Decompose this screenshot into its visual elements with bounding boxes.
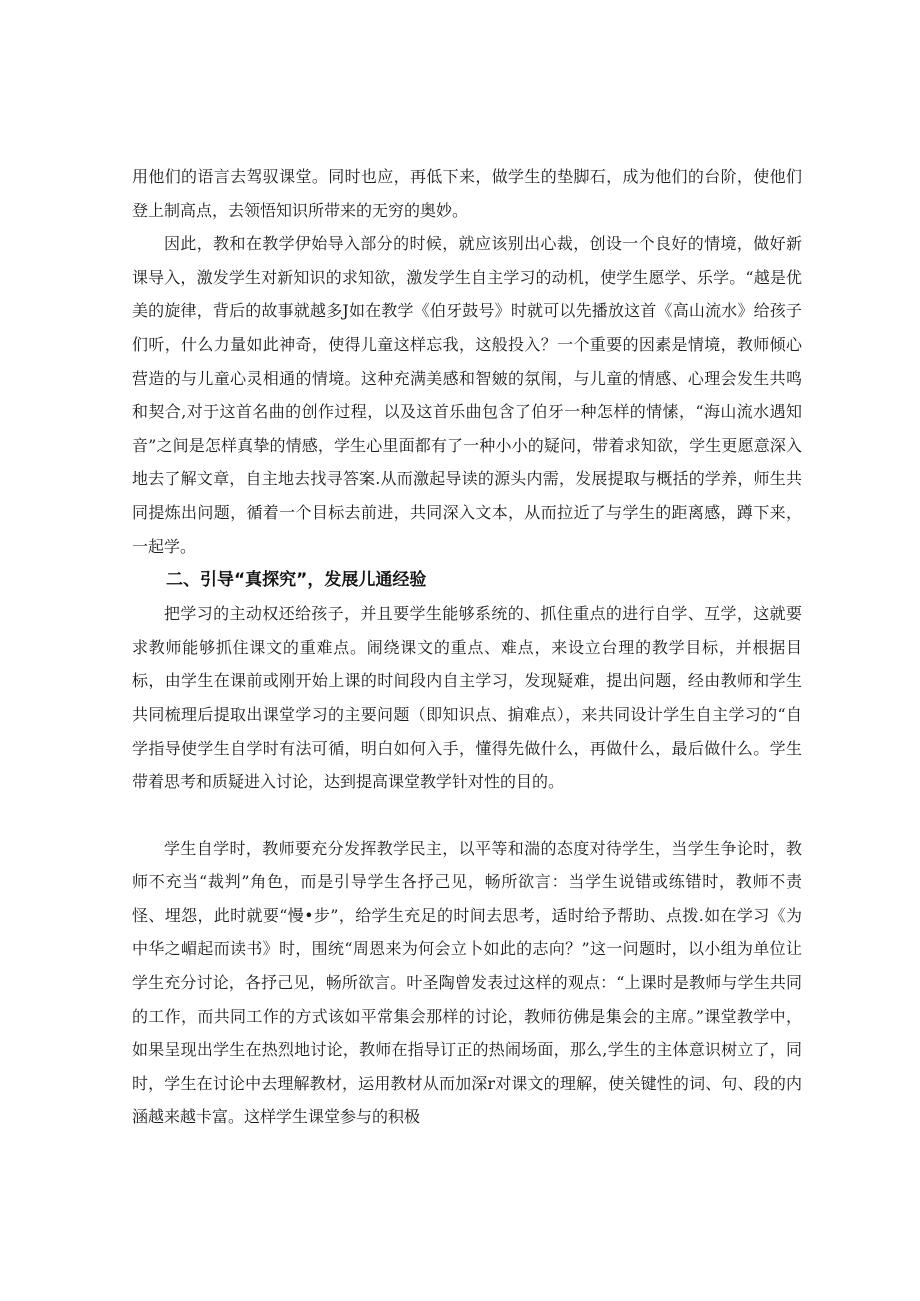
section-heading: 二、引导“真探究”，发展儿通经验 bbox=[166, 570, 427, 591]
paragraph-continuation: 用他们的语言去驾驭课堂。同时也应，再低下来，做学生的垫脚石，成为他们的台阶，使他们登上制高点，去领悟知识所带来的无穷的奥妙。 bbox=[132, 167, 802, 220]
paragraph-spacer bbox=[132, 799, 802, 832]
paragraph-introduction: 因此，教和在教学伊始导入部分的时候，就应该别出心裁，创设一个良好的情境，做好新课导入，激发学生对新知识的求知欲，激发学生自主学习的动机，使学生愿学、乐学。“越是优美的旋律，背后的故事就越多J如在教学《伯牙鼓号》时就可以先播放这首《高山流水》给孩子们听，什么力量如此神奇，使得儿童这样忘我，这般投入？一个重要的因素是情境，教师倾心营造的与儿童心灵相通的情境。这种充满美感和智皴的氛闱，与儿童的情感、心理会发生共鸣和契合,对于这首名曲的创作过程，以及这首乐曲包含了伯牙一种怎样的情愫，“海山流水遇知音”之间是怎样真挚的情感，学生心里面都有了一种小小的疑问，带着求知欲，学生更愿意深入地去了解文章，自主地去找寻答案.从而激起导读的源头内需，发展提取与概括的学养，师生共同提炼出问题，循着一个目标去前进，共同深入文本，从而拉近了与学生的距离感，蹲下来，一起学。 bbox=[132, 234, 802, 556]
document-body bbox=[132, 160, 802, 1134]
paragraph-self-study: 把学习的主动权还给孩子，并且要学生能够系统的、抓住重点的进行自学、互学，这就要求教师能够抓住课文的重难点。闹绕课文的重点、难点，来设立台理的教学目标，并根据目标，由学生在课前或刚开始上课的时间段内自主学习，发现疑难，提出问题，经由教师和学生共同梳理后提取出课堂学习的主要问题（即知识点、掮难点），来共同设计学生自主学习的“自学指导使学生自学时有法可循，明白如何入手，懂得先做什么，再做什么，最后做什么。学生带着思考和质疑进入讨论，达到提高课堂教学针对性的目的。 bbox=[132, 604, 802, 792]
paragraph-discussion: 学生自学时，教师要充分发挥教学民主，以平等和湍的态度对待学生，当学生争论时，教师不充当“裁判”角色，而是引导学生各抒己见，畅所欲言：当学生说错或练错时，教师不责怪、埋怨，此时就要“慢•步”，给学生充足的时间去思考，适时给予帮助、点拨.如在学习《为中华之嵋起而读书》时，围统“周恩来为何会立卜如此的志向？”这一问题时，以小组为单位让学生充分讨论，各抒己见，畅所欲言。叶圣陶曾发表过这样的观点：“上课时是教师与学生共同的工作，而共同工作的方式该如平常集会那样的讨论，教师彷佛是集会的主席。”课堂教学中，如果呈现出学生在热烈地讨论，教师在指导订正的热闹场面，那么,学生的主体意识树立了，同时，学生在讨论中去理解教材，运用教材从而加深r对课文的理解，使关键性的词、句、段的内涵越来越卡富。这样学生课堂参与的积极 bbox=[132, 838, 802, 1127]
